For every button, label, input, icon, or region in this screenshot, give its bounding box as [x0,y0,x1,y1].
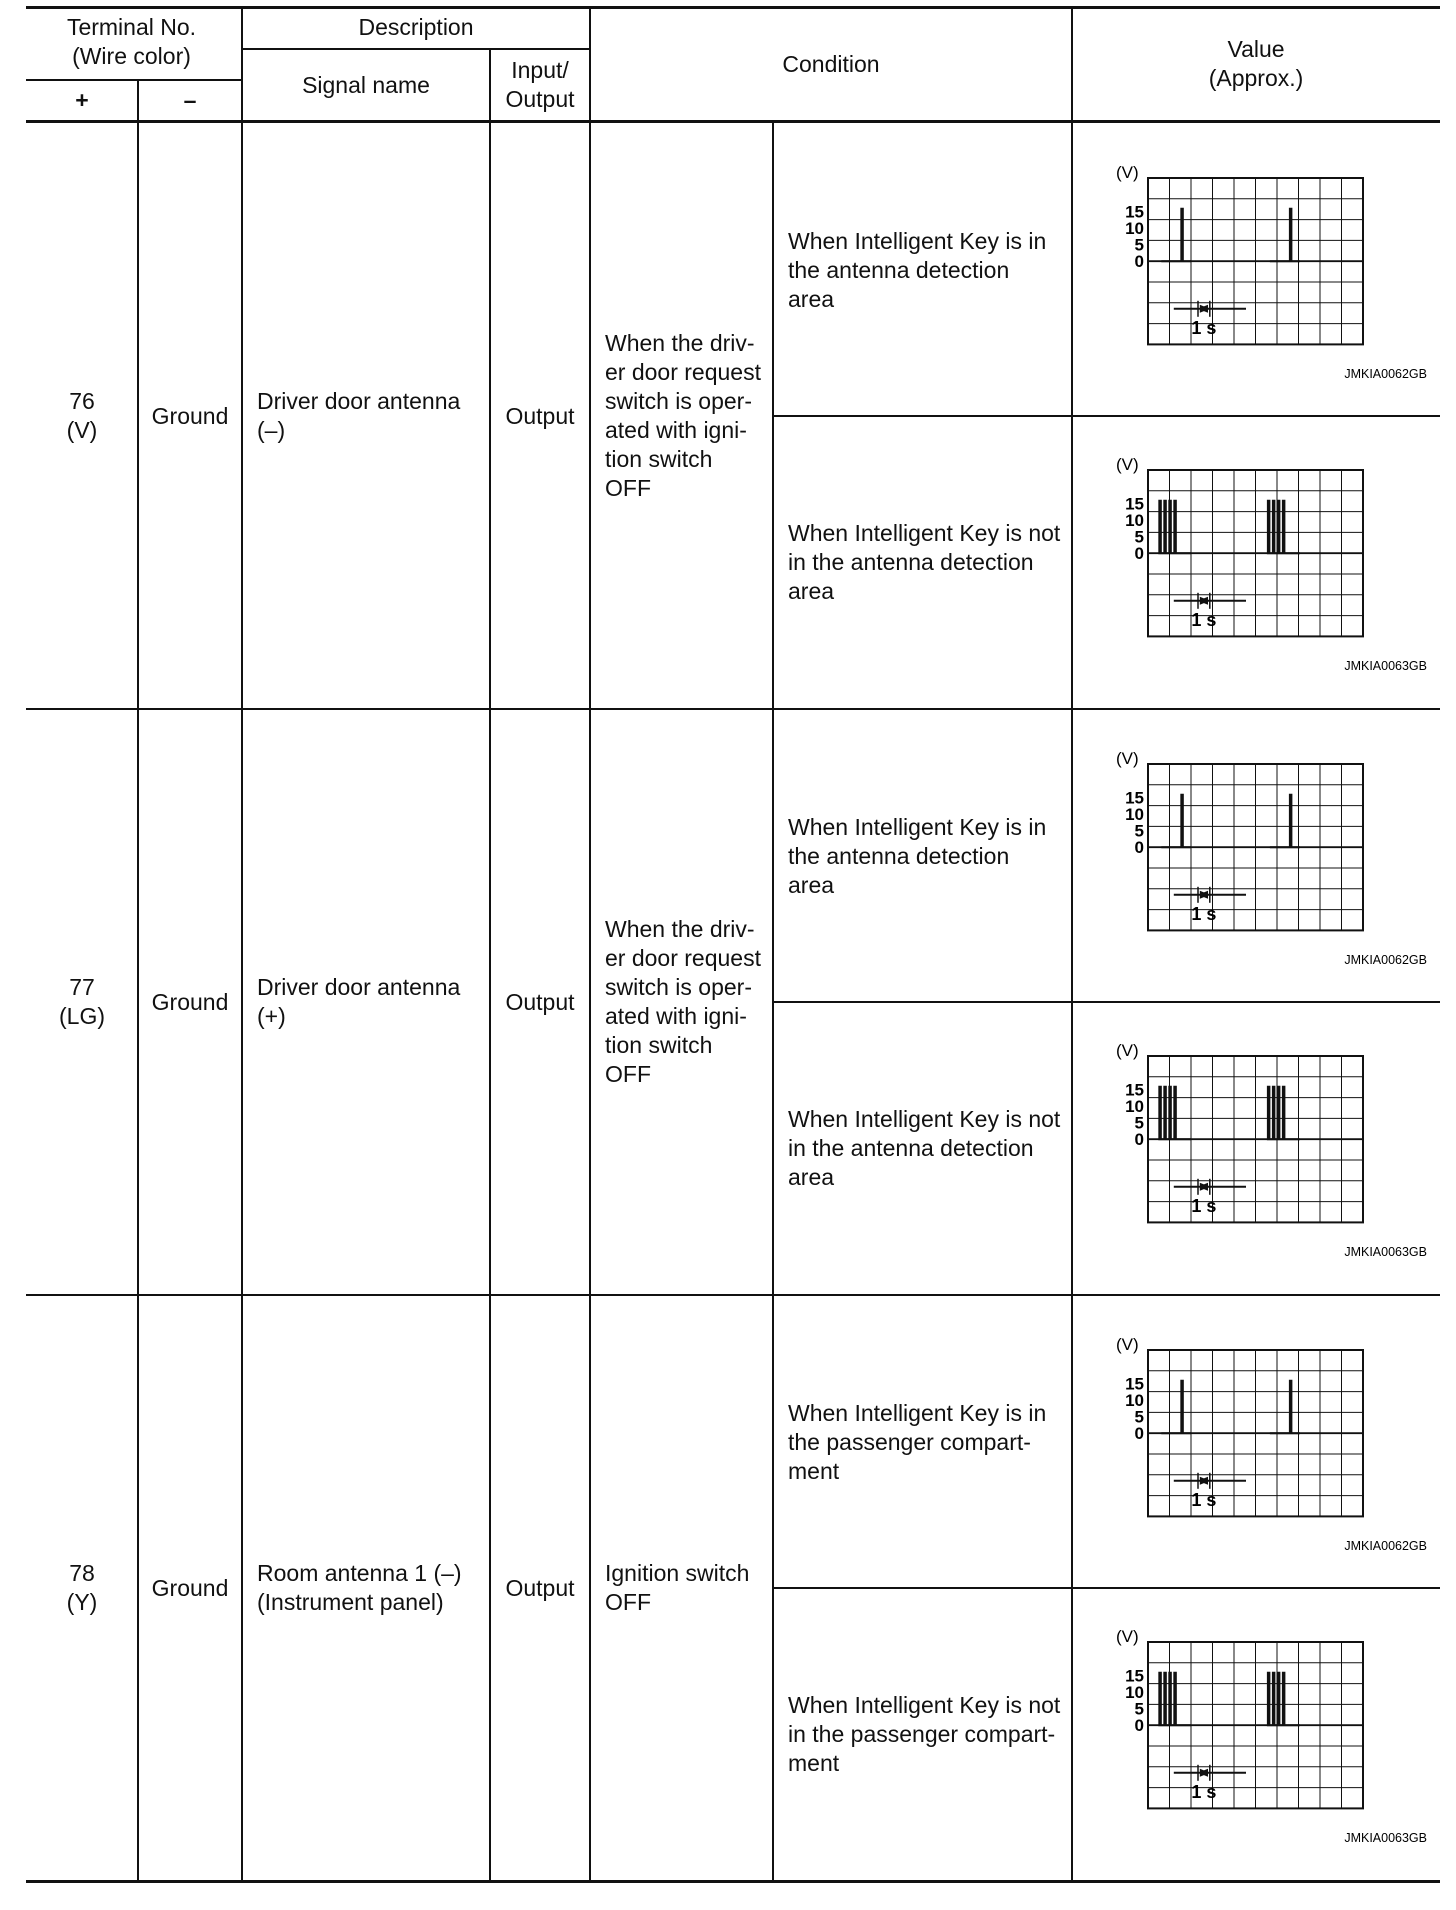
waveform-plot [1100,1332,1435,1552]
rule-row-76-bottom [26,708,1440,710]
y-tick-label: 0 [1134,1130,1144,1150]
pulse-trace [1161,1381,1191,1433]
waveform-76-b [1100,452,1435,672]
header-description: Description [358,13,474,40]
waveform-76-a [1100,160,1435,380]
y-tick-label: 15 [1125,1080,1144,1100]
time-arrow-left [1198,891,1208,899]
rule-terminal-sub [26,79,242,81]
terminal-plus-78: 78 (Y) [66,1560,98,1615]
waveform-plot [1100,452,1435,672]
col-rule-value [1071,8,1073,1882]
waveform-plot [1100,746,1435,966]
waveform-78-b [1100,1624,1435,1844]
pulse-trace [1268,501,1300,553]
pulse-trace [1270,795,1300,847]
y-tick-label: 0 [1134,1424,1144,1444]
header-value: Value (Approx.) [1208,36,1304,91]
pulse-trace [1159,1087,1191,1139]
time-arrow-left [1198,1769,1208,1777]
terminal-minus-78: Ground [151,1574,229,1601]
waveform-77-a [1100,746,1435,966]
header-minus: – [183,86,197,113]
pulse-trace [1268,1673,1300,1725]
y-tick-label: 10 [1125,804,1144,824]
pulse-trace [1270,1381,1300,1433]
pulse-trace [1159,1673,1191,1725]
y-tick-label: 15 [1125,202,1144,222]
y-unit-label: (V) [1116,749,1139,768]
figure-code: JMKIA0063GB [1344,1831,1427,1845]
y-tick-label: 10 [1125,1096,1144,1116]
y-tick-label: 15 [1125,494,1144,514]
y-tick-label: 15 [1125,1666,1144,1686]
figure-code: JMKIA0062GB [1344,367,1427,381]
rule-sub-77 [772,1001,1440,1003]
y-unit-label: (V) [1116,1627,1139,1646]
io-76: Output [505,402,575,429]
col-rule-signal [241,8,243,1882]
sub-condition-77-a: When Intelligent Key is in the antenna detection area [788,813,1047,898]
waveform-plot [1100,160,1435,380]
rule-bottom [26,1880,1440,1883]
condition-78: Ignition switch OFF [605,1560,750,1615]
header-input-output: Input/ Output [505,57,575,112]
waveform-77-b [1100,1038,1435,1258]
y-tick-label: 0 [1134,1716,1144,1736]
y-tick-label: 0 [1134,252,1144,272]
waveform-plot [1100,1624,1435,1844]
signal-name-76: Driver door antenna (–) [257,388,461,443]
y-tick-label: 5 [1134,1407,1144,1427]
rule-description-sub [242,48,590,50]
rule-top [26,6,1440,9]
time-label: 1 s [1191,317,1217,338]
time-arrow-left [1198,1477,1208,1485]
y-tick-label: 5 [1134,1113,1144,1133]
figure-code: JMKIA0062GB [1344,1539,1427,1553]
y-tick-label: 15 [1125,788,1144,808]
time-label: 1 s [1191,609,1217,630]
header-condition: Condition [782,50,880,77]
terminal-plus-77: 77 (LG) [59,974,105,1029]
waveform-78-a [1100,1332,1435,1552]
time-label: 1 s [1191,1195,1217,1216]
signal-name-77: Driver door antenna (+) [257,974,461,1029]
pulse-trace [1268,1087,1300,1139]
header-signal-name: Signal name [302,71,430,98]
header-plus: + [75,86,89,113]
y-tick-label: 15 [1125,1374,1144,1394]
time-arrow-left [1198,597,1208,605]
figure-code: JMKIA0062GB [1344,953,1427,967]
rule-sub-78 [772,1587,1440,1589]
y-unit-label: (V) [1116,1041,1139,1060]
sub-condition-77-b: When Intelligent Key is not in the antenna detection area [788,1105,1061,1190]
y-tick-label: 0 [1134,838,1144,858]
io-78: Output [505,1574,575,1601]
time-label: 1 s [1191,1489,1217,1510]
figure-code: JMKIA0063GB [1344,1245,1427,1259]
y-unit-label: (V) [1116,1335,1139,1354]
sub-condition-76-b: When Intelligent Key is not in the antenna detection area [788,519,1061,604]
pulse-trace [1270,209,1300,261]
y-tick-label: 5 [1134,235,1144,255]
io-77: Output [505,988,575,1015]
rule-row-77-bottom [26,1294,1440,1296]
col-rule-subcondition [772,121,774,1882]
y-tick-label: 5 [1134,1699,1144,1719]
header-terminal-no: Terminal No. (Wire color) [66,14,197,69]
y-tick-label: 10 [1125,510,1144,530]
time-label: 1 s [1191,1781,1217,1802]
y-tick-label: 10 [1125,1682,1144,1702]
pulse-trace [1161,209,1191,261]
signal-name-78: Room antenna 1 (–) (Instrument panel) [257,1560,462,1615]
figure-code: JMKIA0063GB [1344,659,1427,673]
col-rule-minus [137,79,139,1882]
condition-77: When the driv- er door request switch is oper- ated with igni- tion switch OFF [605,916,761,1087]
waveform-plot [1100,1038,1435,1258]
terminal-minus-76: Ground [151,402,229,429]
y-tick-label: 5 [1134,821,1144,841]
time-arrow-left [1198,1183,1208,1191]
pulse-trace [1161,795,1191,847]
terminal-minus-77: Ground [151,988,229,1015]
col-rule-condition [589,8,591,1882]
pulse-trace [1159,501,1191,553]
y-tick-label: 10 [1125,218,1144,238]
y-unit-label: (V) [1116,455,1139,474]
sub-condition-78-b: When Intelligent Key is not in the passenger compart- ment [788,1691,1061,1776]
sub-condition-78-a: When Intelligent Key is in the passenger compart- ment [788,1399,1047,1484]
time-arrow-left [1198,305,1208,313]
terminal-plus-76: 76 (V) [66,388,98,443]
y-tick-label: 0 [1134,544,1144,564]
y-tick-label: 10 [1125,1390,1144,1410]
y-tick-label: 5 [1134,527,1144,547]
rule-header-bottom [26,120,1440,123]
rule-sub-76 [772,415,1440,417]
time-label: 1 s [1191,903,1217,924]
y-unit-label: (V) [1116,163,1139,182]
sub-condition-76-a: When Intelligent Key is in the antenna detection area [788,227,1047,312]
condition-76: When the driv- er door request switch is oper- ated with igni- tion switch OFF [605,330,761,501]
col-rule-io [489,48,491,1882]
